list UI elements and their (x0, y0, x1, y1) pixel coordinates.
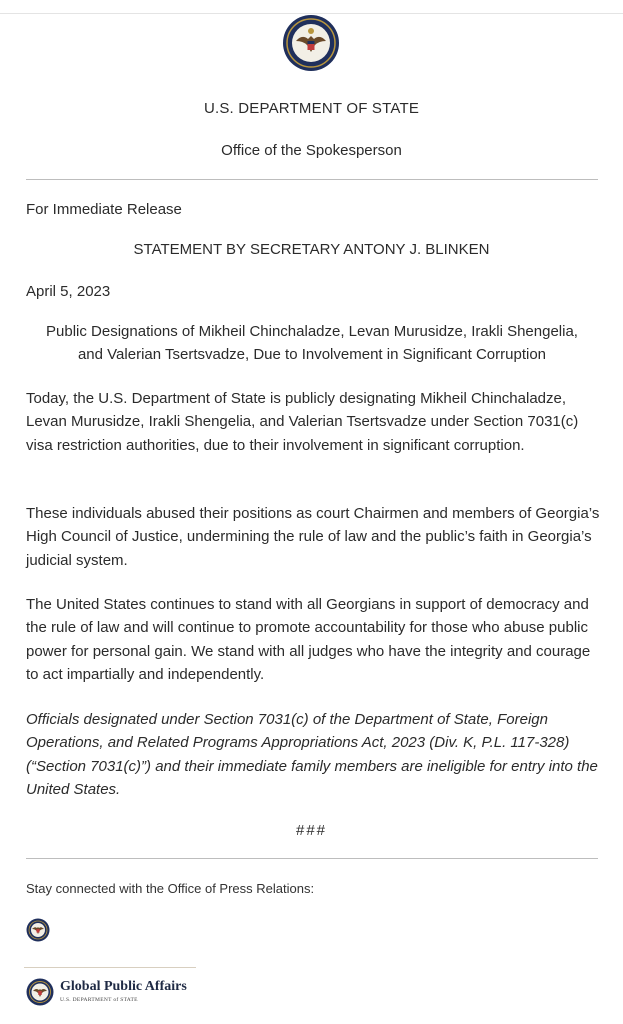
body-paragraph-1: Today, the U.S. Department of State is publicly designating Mikheil Chinchaladze, Levan Murusidze, Irakli Shengelia, and Valerian Tsertsvadze under Section 7031(c) visa restriction authorities, due to their involvement in significant corruption. (26, 390, 579, 454)
body-paragraph-3: The United States continues to stand with all Georgians in support of democracy and the rule of law and will continue to promote accountability for those who abuse public power for personal gain. We stand with all judges who have the integrity and courage to act impartially and independently. (26, 596, 591, 684)
end-mark: ### (295, 822, 328, 839)
release-label: For Immediate Release (26, 201, 182, 218)
global-public-affairs-title[interactable]: Global Public Affairs (60, 979, 187, 994)
statement-title: STATEMENT BY SECRETARY ANTONY J. BLINKEN (133, 241, 490, 258)
department-seal-icon (282, 14, 340, 72)
global-public-affairs-seal-icon (26, 978, 54, 1006)
stay-connected-text: Stay connected with the Office of Press Relations: (26, 881, 315, 896)
department-heading: U.S. DEPARTMENT OF STATE (203, 100, 420, 117)
global-public-affairs-subtitle: U.S. DEPARTMENT of STATE (60, 997, 138, 1003)
subject-line-1: Public Designations of Mikheil Chinchaladze, Levan Murusidze, Irakli Shengelia, (46, 323, 578, 340)
body-paragraph-4: Officials designated under Section 7031(c) of the Department of State, Foreign Operations, and Related Programs Appropriations Act, 2023 (Div. K, P.L. 117-328) (“Section 7031(c)”) and their immediate family members are ineligible for entry into the United States. (26, 711, 598, 799)
seal-icon[interactable] (26, 918, 50, 942)
subject-line-2: and Valerian Tsertsvadze, Due to Involvement in Significant Corruption (77, 346, 547, 363)
divider (26, 179, 598, 180)
body-paragraph-2: These individuals abused their positions as court Chairmen and members of Georgia’s High Council of Justice, undermining the rule of law and the public’s faith in Georgia’s judicial system. (26, 505, 600, 569)
office-heading: Office of the Spokesperson (221, 142, 402, 159)
divider (26, 858, 598, 859)
release-date: April 5, 2023 (26, 283, 111, 300)
footer-divider (24, 967, 196, 968)
subject-heading (26, 320, 598, 366)
